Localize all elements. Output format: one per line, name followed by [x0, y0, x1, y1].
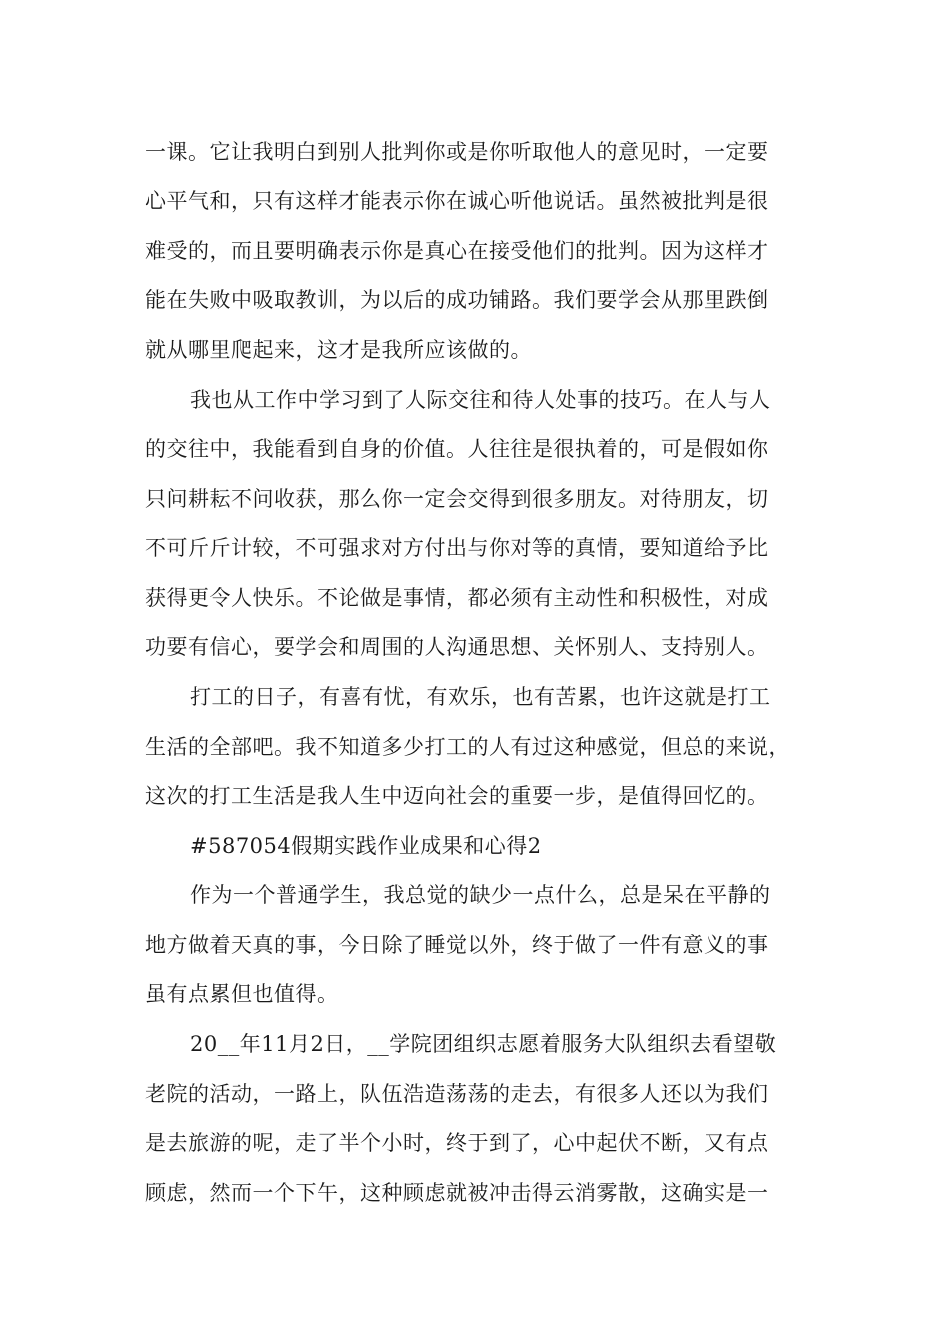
text-line: 难受的，而且要明确表示你是真心在接受他们的批判。因为这样才	[145, 239, 769, 263]
text-line: 获得更令人快乐。不论做是事情，都必须有主动性和积极性，对成	[145, 586, 769, 610]
text-line: 不可斤斤计较，不可强求对方付出与你对等的真情，要知道给予比	[145, 536, 769, 560]
text-line: 只问耕耘不问收获，那么你一定会交得到很多朋友。对待朋友，切	[145, 487, 769, 511]
text-line: 顾虑，然而一个下午，这种顾虑就被冲击得云消雾散，这确实是一	[145, 1181, 769, 1205]
text-line: 老院的活动，一路上，队伍浩造荡荡的走去，有很多人还以为我们	[145, 1082, 769, 1106]
section-heading: #587054假期实践作业成果和心得2	[190, 834, 542, 858]
text-line: 生活的全部吧。我不知道多少打工的人有过这种感觉，但总的来说，	[145, 735, 790, 759]
paragraph-start-line: 我也从工作中学习到了人际交往和待人处事的技巧。在人与人	[190, 388, 771, 412]
text-line: 虽有点累但也值得。	[145, 982, 339, 1006]
paragraph-start-line: 打工的日子，有喜有忧，有欢乐，也有苦累，也许这就是打工	[190, 685, 771, 709]
text-line: 地方做着天真的事，今日除了睡觉以外，终于做了一件有意义的事	[145, 933, 769, 957]
text-line: 心平气和，只有这样才能表示你在诚心听他说话。虽然被批判是很	[145, 189, 769, 213]
text-line: 能在失败中吸取教训，为以后的成功铺路。我们要学会从那里跌倒	[145, 288, 769, 312]
text-line: 就从哪里爬起来，这才是我所应该做的。	[145, 338, 532, 362]
text-line: 的交往中，我能看到自身的价值。人往往是很执着的，可是假如你	[145, 437, 769, 461]
paragraph-start-line: 作为一个普通学生，我总觉的缺少一点什么，总是呆在平静的	[190, 883, 771, 907]
text-line: 这次的打工生活是我人生中迈向社会的重要一步，是值得回忆的。	[145, 784, 769, 808]
text-line: 是去旅游的呢，走了半个小时，终于到了，心中起伏不断，又有点	[145, 1131, 769, 1155]
paragraph-start-line: 20__年11月2日，__学院团组织志愿着服务大队组织去看望敬	[190, 1032, 777, 1056]
text-line: 一课。它让我明白到别人批判你或是你听取他人的意见时，一定要	[145, 140, 769, 164]
text-line: 功要有信心，要学会和周围的人沟通思想、关怀别人、支持别人。	[145, 635, 769, 659]
